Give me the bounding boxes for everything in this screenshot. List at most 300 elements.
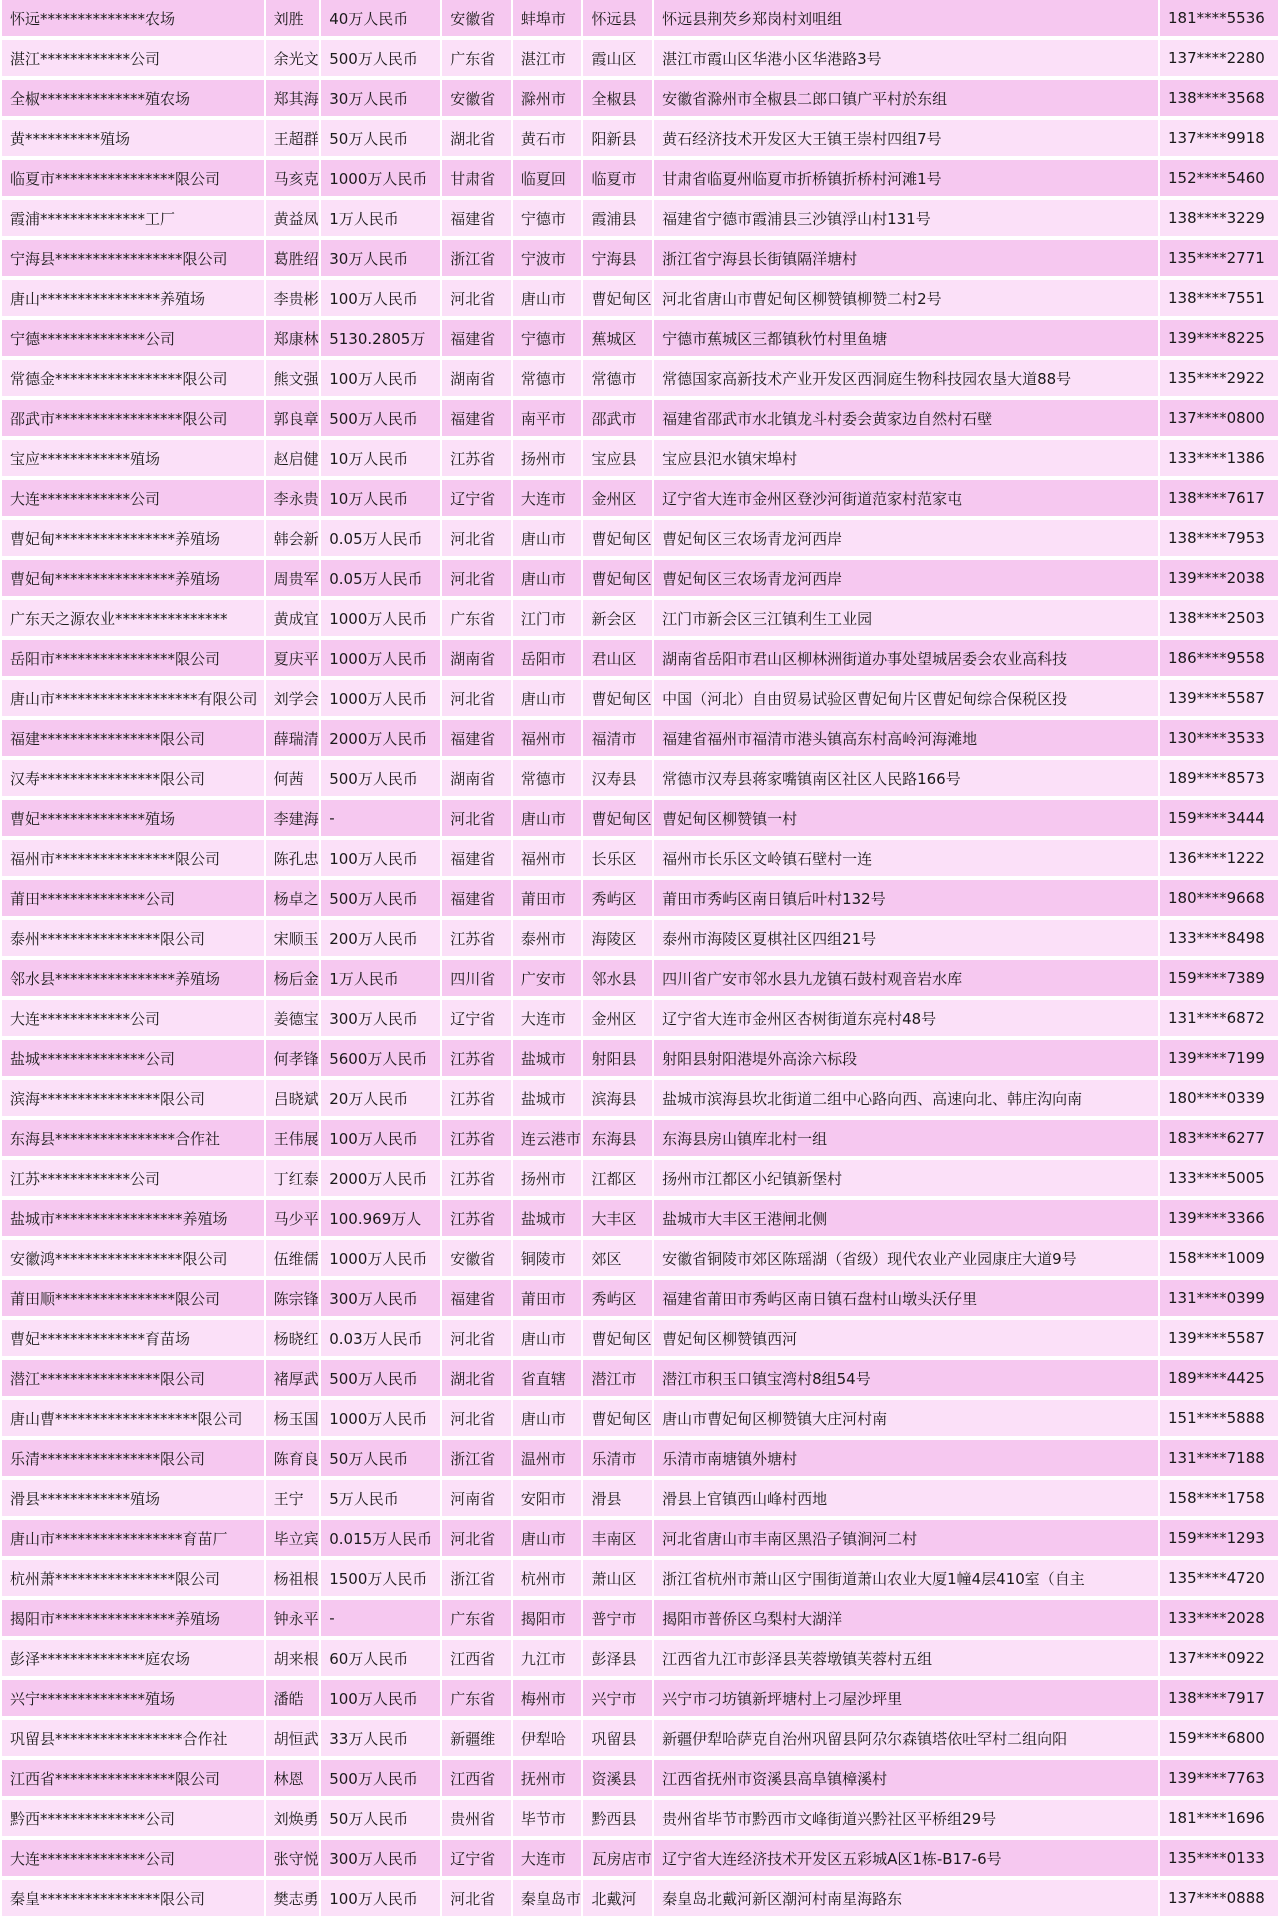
city-cell: 揭阳市 [513,1600,582,1640]
address-cell: 宁德市蕉城区三都镇秋竹村里鱼塘 [654,320,1158,360]
company-name-cell: 黔西**************公司 [2,1800,264,1840]
phone-cell: 158****1758 [1160,1480,1278,1520]
registered-capital-cell: 50万人民币 [321,1440,440,1480]
city-cell: 安阳市 [513,1480,582,1520]
registered-capital-cell: 10万人民币 [321,480,440,520]
province-cell: 浙江省 [442,1560,511,1600]
address-cell: 安徽省滁州市全椒县二郎口镇广平村於东组 [654,80,1158,120]
company-name-cell: 安徽鸿*****************限公司 [2,1240,264,1280]
address-cell: 盐城市滨海县坎北街道二组中心路向西、高速向北、韩庄沟向南 [654,1080,1158,1120]
registered-capital-cell: 100万人民币 [321,1120,440,1160]
address-cell: 秦皇岛北戴河新区潮河村南星海路东 [654,1880,1158,1920]
registered-capital-cell: 0.03万人民币 [321,1320,440,1360]
province-cell: 湖南省 [442,640,511,680]
company-name-cell: 揭阳市****************养殖场 [2,1600,264,1640]
table-row [2,560,1278,600]
city-cell: 唐山市 [513,800,582,840]
district-cell: 北戴河 [583,1880,652,1920]
table-row [2,1240,1278,1280]
registered-capital-cell: 5600万人民币 [321,1040,440,1080]
district-cell: 瓦房店市 [583,1840,652,1880]
phone-cell: 131****6872 [1160,1000,1278,1040]
district-cell: 曹妃甸区 [583,1400,652,1440]
registered-capital-cell: 1000万人民币 [321,600,440,640]
table-row [2,600,1278,640]
table-row [2,1280,1278,1320]
district-cell: 秀屿区 [583,880,652,920]
city-cell: 常德市 [513,360,582,400]
table-row [2,800,1278,840]
table-row [2,440,1278,480]
city-cell: 滁州市 [513,80,582,120]
province-cell: 河北省 [442,1520,511,1560]
province-cell: 河北省 [442,800,511,840]
district-cell: 汉寿县 [583,760,652,800]
district-cell: 滑县 [583,1480,652,1520]
province-cell: 福建省 [442,200,511,240]
address-cell: 宝应县氾水镇宋埠村 [654,440,1158,480]
phone-cell: 139****2038 [1160,560,1278,600]
province-cell: 江苏省 [442,1080,511,1120]
legal-person-cell: 林恩 [266,1760,320,1800]
registered-capital-cell: 50万人民币 [321,1800,440,1840]
table-row [2,200,1278,240]
address-cell: 新疆伊犁哈萨克自治州巩留县阿尕尔森镇塔依吐罕村二组向阳 [654,1720,1158,1760]
city-cell: 温州市 [513,1440,582,1480]
table-row [2,880,1278,920]
company-name-cell: 杭州萧****************限公司 [2,1560,264,1600]
district-cell: 巩留县 [583,1720,652,1760]
phone-cell: 180****0339 [1160,1080,1278,1120]
legal-person-cell: 胡来根 [266,1640,320,1680]
legal-person-cell: 宋顺玉 [266,920,320,960]
address-cell: 辽宁省大连经济技术开发区五彩城A区1栋-B17-6号 [654,1840,1158,1880]
address-cell: 江西省抚州市资溪县高阜镇樟溪村 [654,1760,1158,1800]
phone-cell: 183****6277 [1160,1120,1278,1160]
registered-capital-cell: 300万人民币 [321,1280,440,1320]
city-cell: 毕节市 [513,1800,582,1840]
address-cell: 黄石经济技术开发区大王镇王崇村四组7号 [654,120,1158,160]
phone-cell: 159****3444 [1160,800,1278,840]
legal-person-cell: 李永贵 [266,480,320,520]
phone-cell: 186****9558 [1160,640,1278,680]
province-cell: 福建省 [442,880,511,920]
district-cell: 曹妃甸区 [583,560,652,600]
phone-cell: 131****0399 [1160,1280,1278,1320]
province-cell: 福建省 [442,1280,511,1320]
city-cell: 广安市 [513,960,582,1000]
registered-capital-cell: 40万人民币 [321,0,440,40]
city-cell: 九江市 [513,1640,582,1680]
address-cell: 揭阳市普侨区乌梨村大湖洋 [654,1600,1158,1640]
company-name-cell: 霞浦**************工厂 [2,200,264,240]
table-row [2,80,1278,120]
legal-person-cell: 李建海 [266,800,320,840]
province-cell: 湖北省 [442,120,511,160]
registered-capital-cell: 500万人民币 [321,1760,440,1800]
province-cell: 湖南省 [442,360,511,400]
table-row [2,480,1278,520]
city-cell: 常德市 [513,760,582,800]
province-cell: 四川省 [442,960,511,1000]
table-body [2,0,1278,1920]
legal-person-cell: 杨晓红 [266,1320,320,1360]
legal-person-cell: 姜德宝 [266,1000,320,1040]
company-name-cell: 湛江************公司 [2,40,264,80]
phone-cell: 137****0922 [1160,1640,1278,1680]
province-cell: 湖北省 [442,1360,511,1400]
address-cell: 射阳县射阳港堤外高涂六标段 [654,1040,1158,1080]
address-cell: 中国（河北）自由贸易试验区曹妃甸片区曹妃甸综合保税区投 [654,680,1158,720]
table-row [2,1360,1278,1400]
company-name-cell: 邵武市*****************限公司 [2,400,264,440]
registered-capital-cell: 5130.2805万 [321,320,440,360]
table-row [2,1840,1278,1880]
company-name-cell: 大连************公司 [2,1000,264,1040]
phone-cell: 138****7953 [1160,520,1278,560]
registered-capital-cell: 2000万人民币 [321,720,440,760]
district-cell: 新会区 [583,600,652,640]
legal-person-cell: 王宁 [266,1480,320,1520]
province-cell: 辽宁省 [442,1840,511,1880]
company-name-cell: 乐清****************限公司 [2,1440,264,1480]
city-cell: 大连市 [513,1000,582,1040]
district-cell: 曹妃甸区 [583,520,652,560]
city-cell: 扬州市 [513,440,582,480]
address-cell: 甘肃省临夏州临夏市折桥镇折桥村河滩1号 [654,160,1158,200]
address-cell: 辽宁省大连市金州区杏树街道东亮村48号 [654,1000,1158,1040]
table-row [2,680,1278,720]
legal-person-cell: 黄益凤 [266,200,320,240]
phone-cell: 159****6800 [1160,1720,1278,1760]
registered-capital-cell: 200万人民币 [321,920,440,960]
legal-person-cell: 褚厚武 [266,1360,320,1400]
city-cell: 湛江市 [513,40,582,80]
phone-cell: 135****2771 [1160,240,1278,280]
phone-cell: 137****9918 [1160,120,1278,160]
legal-person-cell: 马少平 [266,1200,320,1240]
table-row [2,1320,1278,1360]
city-cell: 岳阳市 [513,640,582,680]
district-cell: 金州区 [583,480,652,520]
address-cell: 河北省唐山市丰南区黑沿子镇涧河二村 [654,1520,1158,1560]
province-cell: 安徽省 [442,1240,511,1280]
province-cell: 安徽省 [442,80,511,120]
legal-person-cell: 薛瑞清 [266,720,320,760]
table-row [2,840,1278,880]
district-cell: 大丰区 [583,1200,652,1240]
address-cell: 曹妃甸区三农场青龙河西岸 [654,520,1158,560]
province-cell: 河北省 [442,280,511,320]
legal-person-cell: 杨玉国 [266,1400,320,1440]
district-cell: 兴宁市 [583,1680,652,1720]
company-name-cell: 曹妃**************育苗场 [2,1320,264,1360]
table-row [2,1520,1278,1560]
district-cell: 霞山区 [583,40,652,80]
phone-cell: 138****3229 [1160,200,1278,240]
legal-person-cell: 黄成宜 [266,600,320,640]
legal-person-cell: 韩会新 [266,520,320,560]
table-row [2,1040,1278,1080]
province-cell: 河北省 [442,560,511,600]
province-cell: 河北省 [442,1400,511,1440]
company-name-cell: 全椒**************殖农场 [2,80,264,120]
city-cell: 南平市 [513,400,582,440]
table-row [2,1800,1278,1840]
company-name-cell: 潜江****************限公司 [2,1360,264,1400]
table-row [2,1400,1278,1440]
legal-person-cell: 杨后金 [266,960,320,1000]
phone-cell: 152****5460 [1160,160,1278,200]
phone-cell: 135****4720 [1160,1560,1278,1600]
table-row [2,0,1278,40]
table-row [2,520,1278,560]
city-cell: 盐城市 [513,1200,582,1240]
address-cell: 扬州市江都区小纪镇新堡村 [654,1160,1158,1200]
city-cell: 抚州市 [513,1760,582,1800]
company-name-cell: 江西省****************限公司 [2,1760,264,1800]
phone-cell: 135****0133 [1160,1840,1278,1880]
registered-capital-cell: 1000万人民币 [321,1240,440,1280]
legal-person-cell: 王超群 [266,120,320,160]
registered-capital-cell: 5万人民币 [321,1480,440,1520]
city-cell: 福州市 [513,720,582,760]
legal-person-cell: 樊志勇 [266,1880,320,1920]
district-cell: 金州区 [583,1000,652,1040]
company-name-cell: 大连************公司 [2,480,264,520]
address-cell: 福建省宁德市霞浦县三沙镇浮山村131号 [654,200,1158,240]
company-name-cell: 泰州****************限公司 [2,920,264,960]
registered-capital-cell: 100万人民币 [321,840,440,880]
registered-capital-cell: 300万人民币 [321,1840,440,1880]
table-row [2,1000,1278,1040]
phone-cell: 139****7763 [1160,1760,1278,1800]
company-name-cell: 莆田**************公司 [2,880,264,920]
address-cell: 福州市长乐区文岭镇石壁村一连 [654,840,1158,880]
city-cell: 宁波市 [513,240,582,280]
company-name-cell: 曹妃**************殖场 [2,800,264,840]
city-cell: 省直辖 [513,1360,582,1400]
registered-capital-cell: 100万人民币 [321,360,440,400]
phone-cell: 139****8225 [1160,320,1278,360]
district-cell: 曹妃甸区 [583,800,652,840]
phone-cell: 139****5587 [1160,1320,1278,1360]
company-name-cell: 盐城**************公司 [2,1040,264,1080]
address-cell: 湖南省岳阳市君山区柳林洲街道办事处望城居委会农业高科技 [654,640,1158,680]
table-row [2,1720,1278,1760]
district-cell: 阳新县 [583,120,652,160]
district-cell: 萧山区 [583,1560,652,1600]
province-cell: 江苏省 [442,920,511,960]
city-cell: 大连市 [513,1840,582,1880]
city-cell: 唐山市 [513,1400,582,1440]
registered-capital-cell: 50万人民币 [321,120,440,160]
province-cell: 河北省 [442,1320,511,1360]
province-cell: 江西省 [442,1760,511,1800]
registered-capital-cell: 100万人民币 [321,1680,440,1720]
district-cell: 君山区 [583,640,652,680]
legal-person-cell: 刘焕勇 [266,1800,320,1840]
table-row [2,640,1278,680]
province-cell: 安徽省 [442,0,511,40]
address-cell: 辽宁省大连市金州区登沙河街道范家村范家屯 [654,480,1158,520]
phone-cell: 139****5587 [1160,680,1278,720]
phone-cell: 151****5888 [1160,1400,1278,1440]
table-row [2,1440,1278,1480]
province-cell: 江西省 [442,1640,511,1680]
company-name-cell: 广东天之源农业*************** [2,600,264,640]
company-name-cell: 唐山市*******************有限公司 [2,680,264,720]
table-row [2,1640,1278,1680]
address-cell: 曹妃甸区柳赞镇一村 [654,800,1158,840]
phone-cell: 138****7617 [1160,480,1278,520]
city-cell: 临夏回 [513,160,582,200]
province-cell: 福建省 [442,720,511,760]
company-name-cell: 东海县****************合作社 [2,1120,264,1160]
phone-cell: 131****7188 [1160,1440,1278,1480]
district-cell: 普宁市 [583,1600,652,1640]
phone-cell: 139****3366 [1160,1200,1278,1240]
company-name-cell: 邻水县****************养殖场 [2,960,264,1000]
city-cell: 唐山市 [513,560,582,600]
district-cell: 福清市 [583,720,652,760]
address-cell: 盐城市大丰区王港闸北侧 [654,1200,1158,1240]
city-cell: 铜陵市 [513,1240,582,1280]
city-cell: 扬州市 [513,1160,582,1200]
registered-capital-cell: 10万人民币 [321,440,440,480]
district-cell: 江都区 [583,1160,652,1200]
city-cell: 泰州市 [513,920,582,960]
district-cell: 资溪县 [583,1760,652,1800]
city-cell: 唐山市 [513,1320,582,1360]
legal-person-cell: 李贵彬 [266,280,320,320]
address-cell: 潜江市积玉口镇宝湾村8组54号 [654,1360,1158,1400]
table-row [2,280,1278,320]
legal-person-cell: 丁红泰 [266,1160,320,1200]
registered-capital-cell: - [321,800,440,840]
province-cell: 贵州省 [442,1800,511,1840]
legal-person-cell: 余光文 [266,40,320,80]
district-cell: 宁海县 [583,240,652,280]
legal-person-cell: 陈孔忠 [266,840,320,880]
district-cell: 滨海县 [583,1080,652,1120]
province-cell: 甘肃省 [442,160,511,200]
phone-cell: 138****7917 [1160,1680,1278,1720]
registered-capital-cell: 1000万人民币 [321,160,440,200]
legal-person-cell: 何茜 [266,760,320,800]
phone-cell: 137****2280 [1160,40,1278,80]
phone-cell: 136****1222 [1160,840,1278,880]
phone-cell: 137****0800 [1160,400,1278,440]
district-cell: 秀屿区 [583,1280,652,1320]
address-cell: 浙江省杭州市萧山区宁围街道萧山农业大厦1幢4层410室（自主 [654,1560,1158,1600]
phone-cell: 133****2028 [1160,1600,1278,1640]
company-name-cell: 巩留县*****************合作社 [2,1720,264,1760]
legal-person-cell: 伍维儒 [266,1240,320,1280]
company-name-cell: 兴宁**************殖场 [2,1680,264,1720]
phone-cell: 181****1696 [1160,1800,1278,1840]
registered-capital-cell: 1万人民币 [321,960,440,1000]
table-row [2,1160,1278,1200]
phone-cell: 130****3533 [1160,720,1278,760]
address-cell: 安徽省铜陵市郊区陈瑶湖（省级）现代农业产业园康庄大道9号 [654,1240,1158,1280]
phone-cell: 189****8573 [1160,760,1278,800]
address-cell: 浙江省宁海县长街镇隔洋塘村 [654,240,1158,280]
phone-cell: 137****0888 [1160,1880,1278,1920]
registered-capital-cell: 500万人民币 [321,400,440,440]
legal-person-cell: 杨祖根 [266,1560,320,1600]
company-name-cell: 大连**************公司 [2,1840,264,1880]
table-row [2,240,1278,280]
province-cell: 河北省 [442,520,511,560]
city-cell: 杭州市 [513,1560,582,1600]
district-cell: 全椒县 [583,80,652,120]
table-row [2,1560,1278,1600]
address-cell: 泰州市海陵区夏棋社区四组21号 [654,920,1158,960]
province-cell: 福建省 [442,400,511,440]
company-name-cell: 宁海县*****************限公司 [2,240,264,280]
address-cell: 乐清市南塘镇外塘村 [654,1440,1158,1480]
registered-capital-cell: 0.05万人民币 [321,520,440,560]
legal-person-cell: 陈育良 [266,1440,320,1480]
phone-cell: 159****7389 [1160,960,1278,1000]
legal-person-cell: 毕立宾 [266,1520,320,1560]
phone-cell: 133****1386 [1160,440,1278,480]
district-cell: 曹妃甸区 [583,1320,652,1360]
province-cell: 江苏省 [442,1160,511,1200]
legal-person-cell: 刘胜 [266,0,320,40]
legal-person-cell: 夏庆平 [266,640,320,680]
legal-person-cell: 钟永平 [266,1600,320,1640]
address-cell: 江西省九江市彭泽县芙蓉墩镇芙蓉村五组 [654,1640,1158,1680]
table-row [2,1080,1278,1120]
city-cell: 秦皇岛市 [513,1880,582,1920]
table-row [2,320,1278,360]
address-cell: 江门市新会区三江镇利生工业园 [654,600,1158,640]
company-name-cell: 秦皇****************限公司 [2,1880,264,1920]
registered-capital-cell: - [321,1600,440,1640]
district-cell: 彭泽县 [583,1640,652,1680]
district-cell: 东海县 [583,1120,652,1160]
address-cell: 怀远县荆芡乡郑岗村刘咀组 [654,0,1158,40]
registered-capital-cell: 20万人民币 [321,1080,440,1120]
registered-capital-cell: 500万人民币 [321,1360,440,1400]
legal-person-cell: 刘学会 [266,680,320,720]
address-cell: 福建省莆田市秀屿区南日镇石盘村山墩头沃仔里 [654,1280,1158,1320]
district-cell: 黔西县 [583,1800,652,1840]
address-cell: 常德市汉寿县蒋家嘴镇南区社区人民路166号 [654,760,1158,800]
legal-person-cell: 郑康林 [266,320,320,360]
address-cell: 福建省福州市福清市港头镇高东村高岭河海滩地 [654,720,1158,760]
table-row [2,160,1278,200]
district-cell: 邵武市 [583,400,652,440]
registered-capital-cell: 60万人民币 [321,1640,440,1680]
province-cell: 江苏省 [442,1040,511,1080]
district-cell: 海陵区 [583,920,652,960]
legal-person-cell: 杨卓之 [266,880,320,920]
city-cell: 唐山市 [513,1520,582,1560]
district-cell: 郊区 [583,1240,652,1280]
registered-capital-cell: 100万人民币 [321,1880,440,1920]
district-cell: 怀远县 [583,0,652,40]
phone-cell: 189****4425 [1160,1360,1278,1400]
company-name-cell: 汉寿****************限公司 [2,760,264,800]
province-cell: 广东省 [442,40,511,80]
company-name-cell: 唐山曹*******************限公司 [2,1400,264,1440]
address-cell: 唐山市曹妃甸区柳赞镇大庄河村南 [654,1400,1158,1440]
company-name-cell: 福建****************限公司 [2,720,264,760]
table-row [2,960,1278,1000]
